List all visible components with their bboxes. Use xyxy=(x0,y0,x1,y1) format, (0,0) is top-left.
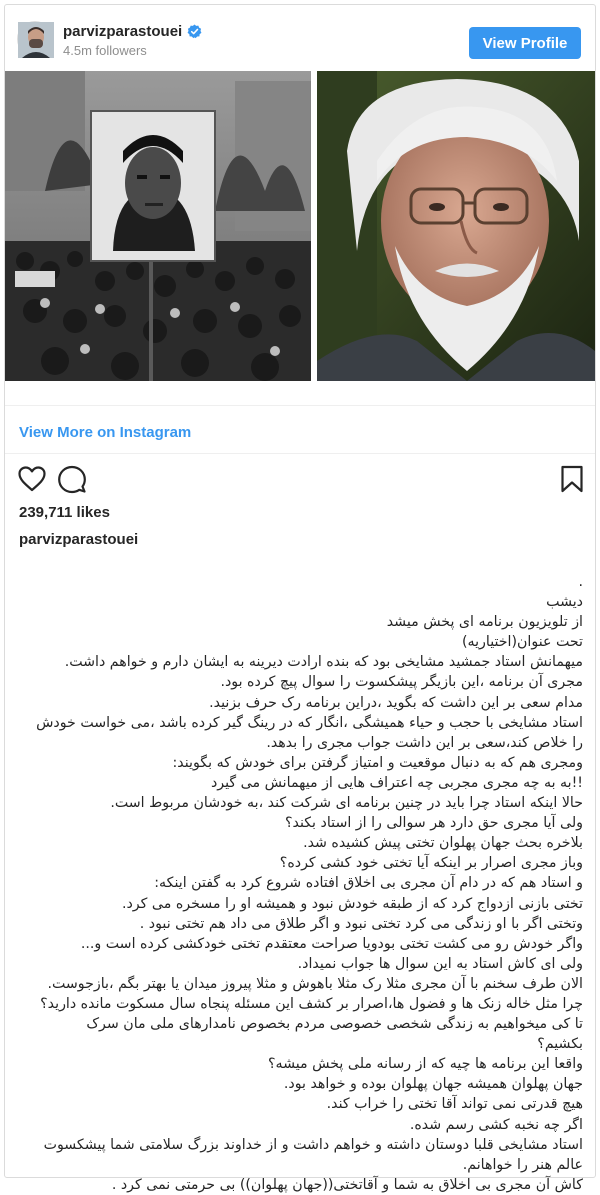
heart-icon[interactable] xyxy=(17,464,47,494)
caption-line: مجری آن برنامه ،این بازیگر پیشکسوت را سوال پیچ کرده بود. xyxy=(220,674,583,691)
caption-line: وتختی اگر با او زندگی می کرد تختی نبود و اگر طلاق می داد هم تختی نبود . xyxy=(139,915,583,932)
caption-line: استاد مشایخی با حجب و حیاء همیشگی ،انگار که در رینگ گیر کرده باشد ،می خواست خودش xyxy=(36,714,583,731)
avatar[interactable] xyxy=(17,21,53,57)
view-profile-button[interactable]: View Profile xyxy=(469,27,581,59)
caption-line: بلاخره بحث جهان پهلوان تختی پیش کشیده شد. xyxy=(303,835,583,852)
caption-line: اگر چه نخبه کشی رسم شده. xyxy=(409,1116,583,1133)
caption-line: تحت عنوان(اختیاریه) xyxy=(461,634,583,651)
divider xyxy=(5,405,595,406)
action-bar xyxy=(5,461,595,501)
caption-line: !!به به چه مجری مجربی چه اعتراف هایی از میهمانش می گیرد xyxy=(210,774,583,791)
divider xyxy=(5,453,595,454)
caption-line: چرا مثل خاله زنک ها و فضول ها،اصرار بر کشف این مسئله پنجاه سال مسکوت مانده دارید؟ xyxy=(40,995,583,1012)
avatar-image xyxy=(18,22,54,58)
caption-line: الان طرف سخنم با آن مجری مثلا رک مثلا باهوش و مثلا پیروز میدان یا بهتر بگم ،بازجوست. xyxy=(47,975,583,992)
caption-line: ولی ای کاش استاد به این سوال ها جواب نمیداد. xyxy=(297,955,583,972)
portrait-photo xyxy=(317,71,595,381)
caption-line: هیچ قدرتی نمی تواند آقا تختی را خراب کند. xyxy=(326,1096,583,1113)
caption-line: تختی بازنی ازدواج کرد که از طبقه خودش نبود و همیشه او را مسخره می کرد. xyxy=(121,895,583,912)
follower-count: 4.5m followers xyxy=(63,43,147,58)
caption-line: مدام سعی بر این داشت که بگوید ،دراین برنامه رک حرف بزنید. xyxy=(209,694,583,711)
caption-line: را خلاص کند،سعی بر این داشت جواب مجری را بدهد. xyxy=(266,734,583,751)
caption-line: ولی آیا مجری حق دارد هر سوالی را از استاد بکند؟ xyxy=(284,815,583,832)
caption-username[interactable]: parvizparastouei xyxy=(19,531,139,548)
post-header xyxy=(5,5,595,71)
caption-line: ومجری هم که به دنبال موقعیت و امتیاز گرفتن برای خودش که بگویند: xyxy=(172,754,583,771)
post-caption xyxy=(17,572,583,1195)
caption-line: واقعا این برنامه ها چیه که از رسانه ملی پخش میشه؟ xyxy=(267,1056,583,1073)
verified-badge-icon xyxy=(187,24,202,39)
caption-line: . xyxy=(578,574,583,590)
caption-line: کاش آن مجری بی اخلاق به شما و آقاتختی((جهان پهلوان)) بی حرمتی نمی کرد . xyxy=(111,1176,583,1193)
bookmark-icon[interactable] xyxy=(557,464,587,494)
caption-line: میهمانش استاد جمشید مشایخی بود که بنده ارادت دیرینه به ایشان دارم و خواهم داشت. xyxy=(64,654,583,671)
username-row xyxy=(63,23,202,40)
caption-line: دیشب xyxy=(546,594,583,611)
caption-line: استاد مشایخی قلبا دوستان داشته و خواهم داشت و از خداوند بزرگ سلامتی شما پیشکسوت xyxy=(43,1136,583,1153)
caption-line: عالم هنر را خواهانم. xyxy=(462,1156,583,1173)
caption-line: وباز مجری اصرار بر اینکه آیا تختی خود کشی کرده؟ xyxy=(279,855,583,872)
protest-photo xyxy=(5,71,311,381)
caption-line: حالا اینکه استاد چرا باید در چنین برنامه ای شرکت کند ،به خودشان مربوط است. xyxy=(110,795,583,812)
like-count[interactable]: 239,711 likes xyxy=(19,504,110,521)
caption-line: تا کی میخواهیم به زندگی شخصی خصوصی مردم بخصوص نامدارهای ملی مان سرک xyxy=(86,1016,583,1033)
post-image[interactable] xyxy=(5,71,595,381)
caption-line: بکشیم؟ xyxy=(537,1036,583,1053)
caption-line: واگر خودش رو می کشت تختی بودویا صراحت معتقدم تختی خودکشی کرده است و... xyxy=(80,935,583,952)
instagram-embed-card xyxy=(4,4,596,1193)
profile-username[interactable]: parvizparastouei xyxy=(63,23,183,40)
view-more-on-instagram-link[interactable]: View More on Instagram xyxy=(19,424,192,441)
caption-line: جهان پهلوان همیشه جهان پهلوان بوده و خواهد بود. xyxy=(283,1076,583,1093)
caption-line: از تلویزیون برنامه ای پخش میشد xyxy=(386,614,583,631)
comment-icon[interactable] xyxy=(57,464,87,494)
caption-line: و استاد هم که در دام آن مجری بی اخلاق افتاده شروع کرد به گفتن اینکه: xyxy=(154,875,583,892)
